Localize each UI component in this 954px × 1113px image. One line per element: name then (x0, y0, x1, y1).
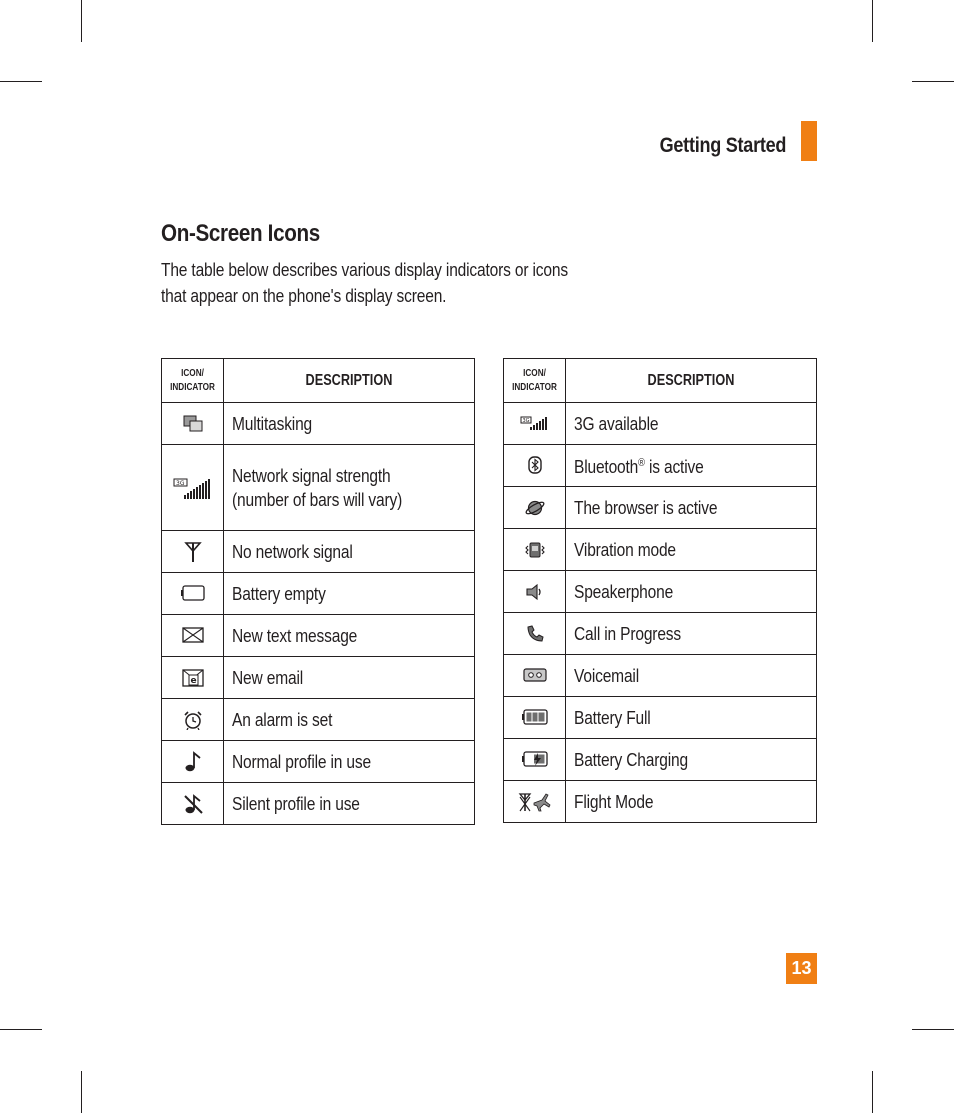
no-signal-antenna-icon (183, 543, 203, 560)
crop-mark (912, 81, 954, 82)
table-row (504, 445, 817, 487)
intro-line: The table below describes various display indicators or icons (161, 259, 568, 280)
svg-text:3G: 3G (175, 479, 184, 487)
table-row (162, 657, 475, 699)
icons-table-right (503, 358, 817, 823)
crop-mark (872, 0, 873, 42)
desc-main: Bluetooth (574, 456, 639, 478)
icon-column-header (504, 359, 566, 403)
row-description: New text message (232, 624, 358, 646)
speaker-icon (524, 583, 546, 600)
table-row (162, 699, 475, 741)
table-header-row (504, 359, 817, 403)
row-description: New email (232, 666, 304, 688)
row-description: Voicemail (574, 664, 640, 686)
svg-text:e: e (190, 675, 197, 686)
crop-mark (872, 1071, 873, 1113)
crop-mark (81, 1071, 82, 1113)
vibration-icon (524, 541, 546, 558)
row-description: Battery empty (232, 582, 326, 604)
row-description: (number of bars will vary) (232, 488, 403, 510)
table-row (504, 739, 817, 781)
envelope-icon (182, 627, 204, 644)
music-note-icon (183, 753, 203, 770)
header-text: INDICATOR (170, 381, 215, 393)
table-row (162, 403, 475, 445)
icon-column-header (162, 359, 224, 403)
voicemail-icon (523, 667, 547, 684)
section-header: Getting Started (659, 134, 786, 157)
email-icon (182, 669, 204, 686)
browser-globe-icon (524, 499, 546, 516)
page-number: 13 (786, 953, 817, 984)
svg-text:3G: 3G (522, 418, 530, 425)
row-description: No network signal (232, 540, 353, 562)
table-row (504, 697, 817, 739)
row-description: The browser is active (574, 496, 718, 518)
alarm-clock-icon (182, 711, 204, 728)
battery-empty-icon (180, 585, 206, 602)
row-description: Silent profile in use (232, 792, 360, 814)
silent-profile-icon (182, 795, 204, 812)
row-description: An alarm is set (232, 708, 333, 730)
crop-mark (912, 1029, 954, 1030)
desc-tail: is active (644, 456, 704, 478)
table-row (162, 573, 475, 615)
description-column-header (224, 359, 475, 403)
multitasking-icon (182, 415, 204, 432)
row-description: Speakerphone (574, 580, 674, 602)
description-column-header (566, 359, 817, 403)
table-row (162, 615, 475, 657)
row-description: Normal profile in use (232, 750, 371, 772)
table-row (162, 445, 475, 531)
network-signal-icon (173, 479, 213, 496)
phone-handset-icon (525, 625, 545, 642)
page-title: On-Screen Icons (161, 220, 320, 247)
crop-mark (0, 81, 42, 82)
row-description: 3G available (574, 412, 659, 434)
crop-mark (81, 0, 82, 42)
table-row (504, 571, 817, 613)
crop-mark (0, 1029, 42, 1030)
battery-charging-icon (521, 751, 549, 768)
row-description (574, 451, 704, 479)
row-description: Vibration mode (574, 538, 676, 560)
row-description: Network signal strength (232, 464, 391, 486)
row-description: Call in Progress (574, 622, 681, 644)
table-row (504, 781, 817, 823)
table-row (504, 403, 817, 445)
icons-table-left (161, 358, 475, 825)
row-description: Battery Full (574, 706, 651, 728)
bluetooth-icon (527, 457, 543, 474)
header-text: INDICATOR (512, 381, 557, 393)
table-row (162, 783, 475, 825)
flight-mode-icon (518, 793, 552, 810)
table-row (162, 531, 475, 573)
header-text: ICON/ (181, 367, 204, 379)
3g-icon (520, 415, 550, 432)
intro-paragraph (161, 257, 573, 308)
intro-line: that appear on the phone's display screen. (161, 284, 447, 306)
table-row (504, 487, 817, 529)
battery-full-icon (521, 709, 549, 726)
table-row (504, 613, 817, 655)
table-row (162, 741, 475, 783)
row-description: Multitasking (232, 412, 313, 434)
header-text: DESCRIPTION (305, 371, 393, 389)
table-header-row (162, 359, 475, 403)
section-tab-marker (801, 121, 817, 161)
row-description: Battery Charging (574, 748, 688, 770)
table-row (504, 529, 817, 571)
table-row (504, 655, 817, 697)
header-text: DESCRIPTION (647, 371, 735, 389)
registered-mark: ® (638, 457, 645, 470)
row-description: Flight Mode (574, 790, 654, 812)
header-text: ICON/ (523, 367, 546, 379)
